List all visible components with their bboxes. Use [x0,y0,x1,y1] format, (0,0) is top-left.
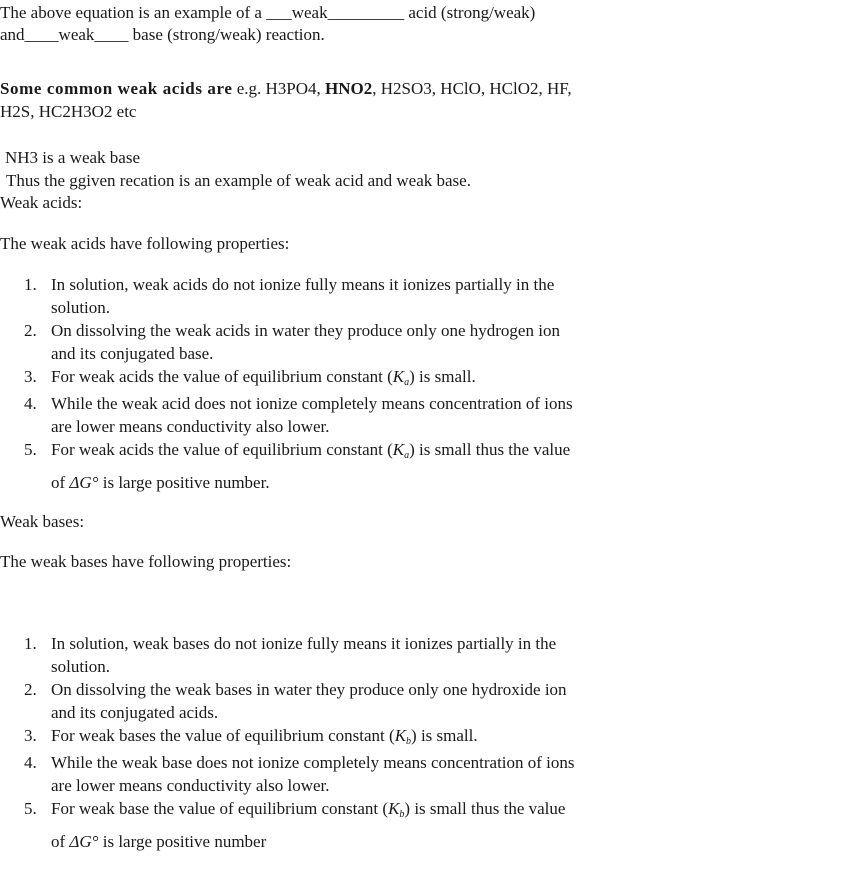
list-number: 2. [24,680,37,699]
question-text: base (strong/weak) reaction. [128,25,325,44]
list-text [51,632,671,678]
list-text-line: While the weak base does not ionize completely means concentration of ions [51,753,575,772]
common-acids-text: H2S, HC2H3O2 etc [0,102,137,121]
list-text-line: For weak acids the value of equilibrium constant ( [51,367,393,386]
ka-subscript: a [404,450,410,461]
list-text-line: is large positive number [98,832,267,851]
list-text-line: On dissolving the weak bases in water they produce only one hydroxide ion [51,680,567,699]
weak-acids-intro [0,233,289,255]
list-text-line: ) is small. [411,726,478,745]
answer-acid: weak [291,3,328,22]
kb-subscript: b [406,736,412,747]
kb-symbol: K [388,799,400,818]
section-intro: The weak acids have following properties: [0,234,290,253]
ka-symbol: K [392,440,405,459]
list-number: 2. [24,321,37,340]
list-text [51,751,671,797]
blank-underscore: ____ [24,25,59,44]
list-text-line: In solution, weak bases do not ionize fully means it ionizes partially in the [51,634,557,653]
question-text: acid (strong/weak) [404,3,536,22]
weak-bases-heading [0,511,84,533]
list-text-line: ) is small. [409,367,476,386]
list-text-line: is large positive number. [98,473,270,492]
list-number: 1. [24,275,37,294]
list-text-line: of [51,832,70,851]
list-text [51,724,671,753]
list-text [51,273,671,319]
list-number: 3. [24,367,37,386]
common-acids-line-1 [0,78,572,100]
list-text [51,319,671,365]
section-intro: The weak bases have following properties: [0,552,292,571]
common-acids-text: , H2SO3, HClO, HClO2, HF, [372,79,572,98]
weak-acids-heading [0,192,82,214]
list-text-line: While the weak acid does not ionize completely means concentration of ions [51,394,573,413]
question-text: and [0,25,25,44]
list-text [51,392,671,438]
blank-underscore: _________ [327,3,405,22]
list-number: 3. [24,726,37,745]
list-text-line: are lower means conductivity also lower. [51,776,330,795]
list-text-line: For weak acids the value of equilibrium constant ( [51,440,393,459]
kb-symbol: K [394,726,407,745]
list-text-line: and its conjugated acids. [51,703,219,722]
list-text-line: solution. [51,298,111,317]
conclusion-text: NH3 is a weak base [5,148,141,167]
list-text-line: solution. [51,657,111,676]
delta-g-symbol: ΔG° [69,832,99,851]
list-text-line: For weak bases the value of equilibrium constant ( [51,726,395,745]
answer-base: weak [58,25,95,44]
conclusion-text: Thus the ggiven recation is an example of weak acid and weak base. [6,171,471,190]
question-line-1 [0,2,535,24]
list-text [51,438,671,494]
delta-g-symbol: ΔG° [69,473,99,492]
section-heading: Weak acids: [0,193,83,212]
list-text [51,365,671,394]
list-number: 5. [24,799,37,818]
list-number: 4. [24,394,37,413]
list-text [51,797,671,853]
list-text-line: For weak base the value of equilibrium constant ( [51,799,389,818]
blank-underscore: ____ [94,25,129,44]
list-text [51,678,671,724]
weak-bases-intro [0,551,291,573]
list-text-line: and its conjugated base. [51,344,214,363]
list-number: 1. [24,634,37,653]
ka-symbol: K [392,367,405,386]
ka-subscript: a [404,377,410,388]
list-text-line: are lower means conductivity also lower. [51,417,330,436]
question-text: The above equation is an example of a [0,3,267,22]
blank-underscore: ___ [266,3,292,22]
conclusion-line-1 [5,147,140,169]
list-text-line: In solution, weak acids do not ionize fully means it ionizes partially in the [51,275,555,294]
question-line-2 [0,24,325,46]
common-acids-label: Some common weak acids are [0,79,233,98]
list-text-line: ) is small thus the value [404,799,566,818]
common-acids-text: e.g. H3PO4, [232,79,326,98]
list-text-line: ) is small thus the value [409,440,571,459]
list-number: 4. [24,753,37,772]
common-acids-highlight: HNO2 [325,79,373,98]
conclusion-line-2 [6,170,471,192]
list-number: 5. [24,440,37,459]
list-text-line: of [51,473,70,492]
list-text-line: On dissolving the weak acids in water they produce only one hydrogen ion [51,321,560,340]
section-heading: Weak bases: [0,512,85,531]
kb-subscript: b [399,809,405,820]
common-acids-line-2 [0,101,136,123]
